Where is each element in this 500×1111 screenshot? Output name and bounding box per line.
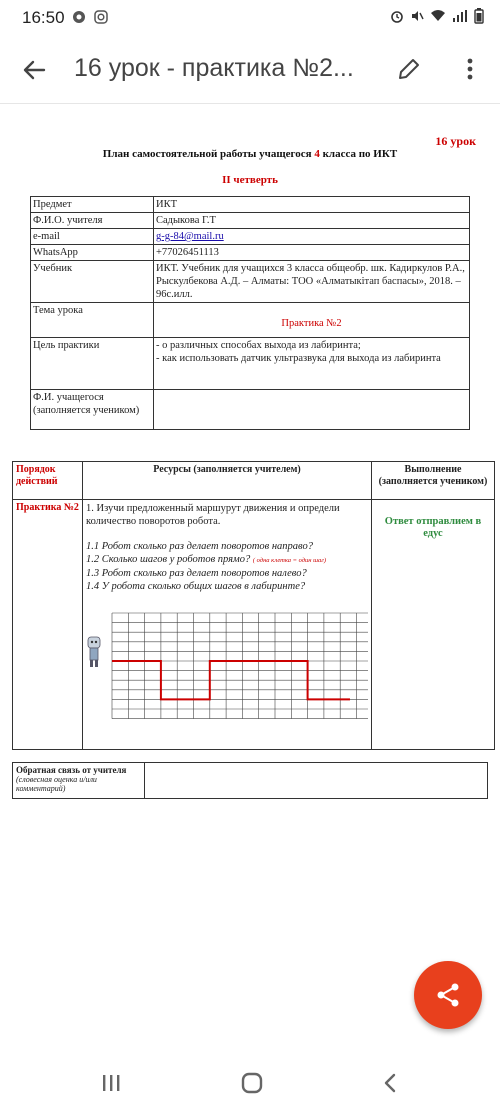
page-title: 16 урок - практика №2... <box>74 54 354 82</box>
home-icon[interactable] <box>240 1071 264 1095</box>
alarm-icon <box>390 9 404 23</box>
table-row <box>31 390 470 430</box>
table-row <box>31 229 470 245</box>
info-key: Предмет <box>31 197 154 213</box>
table-row <box>31 197 470 213</box>
info-key: Ф.И.О. учителя <box>31 213 154 229</box>
goal-line: - о различных способах выхода из лабиринта; <box>156 340 361 351</box>
feedback-field[interactable] <box>145 763 488 799</box>
edit-pencil-icon[interactable] <box>396 56 422 82</box>
plan-title-text-end: класса по ИКТ <box>319 148 398 160</box>
practice-table <box>12 461 495 750</box>
status-icons <box>390 8 484 24</box>
chrome-icon <box>72 10 86 24</box>
info-key: Тема урока <box>31 303 154 338</box>
info-key: Цель практики <box>31 338 154 390</box>
goal-line: - как использовать датчик ультразвука для выхода из лабиринта <box>156 353 441 364</box>
question-item: 1.3 Робот сколько раз делает поворотов налево? <box>86 568 307 579</box>
header-resources: Ресурсы (заполняется учителем) <box>83 462 372 500</box>
question-note: ( одна клетка = один шаг) <box>252 557 327 564</box>
table-row <box>13 763 488 799</box>
maze-diagram <box>86 607 368 723</box>
header-order: Порядок действий <box>13 462 83 500</box>
info-table <box>30 196 470 430</box>
answer-note: Ответ отправлием в едус <box>384 516 482 539</box>
plan-title <box>0 148 500 160</box>
resources-cell <box>83 500 372 750</box>
info-value: ИКТ <box>154 197 470 213</box>
header-done: Выполнение (заполняется учеником) <box>372 462 495 500</box>
table-row <box>31 245 470 261</box>
question-item: 1.1 Робот сколько раз делает поворотов направо? <box>86 541 313 552</box>
back-arrow-icon[interactable] <box>20 56 48 84</box>
feedback-title: Обратная связь от учителя <box>16 765 127 775</box>
quarter-label: II четверть <box>222 174 278 186</box>
lesson-tag: 16 урок <box>435 134 476 148</box>
info-key: Ф.И. учащегося (заполняется учеником) <box>31 390 154 430</box>
status-bar <box>0 0 500 34</box>
table-row <box>31 213 470 229</box>
feedback-table <box>12 762 488 799</box>
share-button[interactable] <box>414 961 482 1029</box>
topic-text: Практика №2 <box>281 318 342 329</box>
mute-icon <box>410 9 424 23</box>
system-nav-bar <box>0 1056 500 1111</box>
signal-icon <box>452 9 468 23</box>
share-icon <box>435 982 461 1008</box>
more-vert-icon[interactable] <box>458 56 482 82</box>
info-value: +77026451113 <box>154 245 470 261</box>
plan-title-grade: 4 <box>314 148 320 160</box>
maze-grid <box>112 613 368 719</box>
task-text: 1. Изучи предложенный маршурут движения и определи количество поворотов робота. <box>86 503 340 527</box>
status-time: 16:50 <box>22 8 65 27</box>
table-header-row <box>13 462 495 500</box>
info-value <box>154 338 470 390</box>
info-key: e-mail <box>31 229 154 245</box>
student-name-field[interactable] <box>154 390 470 430</box>
table-row <box>31 338 470 390</box>
instagram-icon <box>94 10 108 24</box>
table-row <box>31 303 470 338</box>
question-text: 1.2 Сколько шагов у роботов прямо? <box>86 554 251 565</box>
info-value: Садыкова Г.Т <box>154 213 470 229</box>
recents-icon[interactable] <box>100 1072 122 1094</box>
question-item: 1.4 У робота сколько общих шагов в лабиринте? <box>86 581 306 592</box>
robot-icon <box>88 637 100 667</box>
info-value: ИКТ. Учебник для учащихся 3 класса общеобр. шк. Кадиркулов Р.А., Рыскулбекова А.Д. – Алматы: ТОО «Алматыкітап баспасы», 2018. – 96с.илл. <box>154 261 470 303</box>
wifi-icon <box>430 9 446 23</box>
info-value <box>154 303 470 338</box>
question-item <box>86 553 368 567</box>
back-icon[interactable] <box>380 1072 400 1094</box>
answer-cell[interactable] <box>372 500 495 750</box>
table-row <box>13 500 495 750</box>
table-row <box>31 261 470 303</box>
feedback-subtitle: (словесная оценка и/или комментарий) <box>16 775 97 793</box>
plan-title-text: План самостоятельной работы учащегося <box>102 148 315 160</box>
battery-icon <box>474 8 484 24</box>
app-bar <box>0 34 500 104</box>
info-key: WhatsApp <box>31 245 154 261</box>
row-label: Практика №2 <box>13 500 83 750</box>
feedback-label <box>13 763 145 799</box>
info-key: Учебник <box>31 261 154 303</box>
document-page[interactable] <box>0 104 500 816</box>
email-link[interactable]: g-g-84@mail.ru <box>156 231 224 242</box>
info-value <box>154 229 470 245</box>
